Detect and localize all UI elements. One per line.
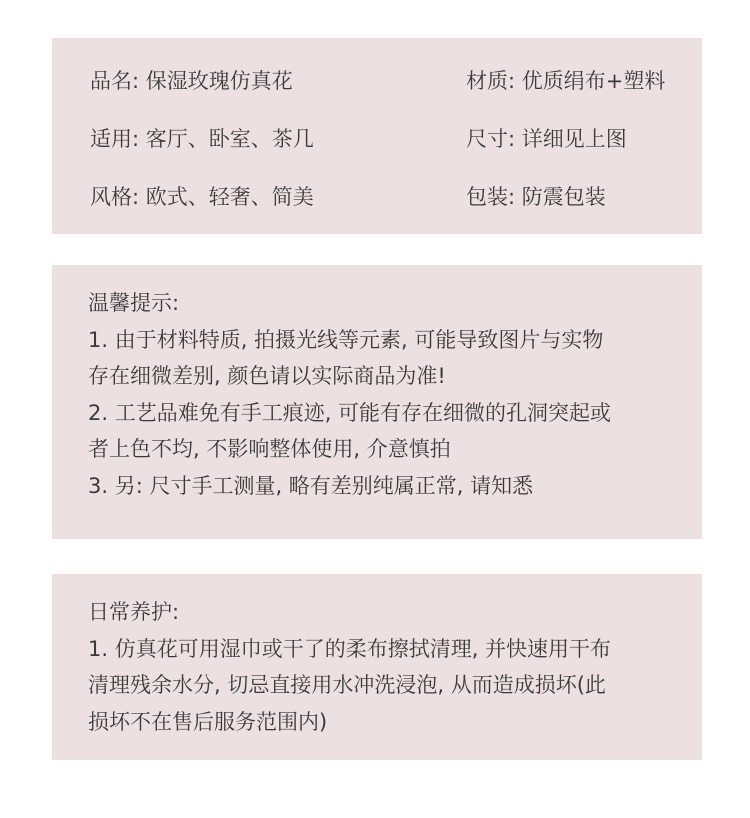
spec-row (90, 66, 682, 96)
care-text (88, 594, 672, 740)
spec-row (90, 124, 682, 154)
spec-usage: 适用: 客厅、卧室、茶几 (90, 127, 314, 151)
notice-line: 2. 工艺品难免有手工痕迹, 可能有存在细微的孔洞突起或 (88, 400, 612, 425)
spec-packaging: 包装: 防震包装 (466, 185, 606, 209)
care-title: 日常养护: (88, 600, 180, 624)
notice-line: 1. 由于材料特质, 拍摄光线等元素, 可能导致图片与实物 (88, 327, 604, 352)
notice-title: 温馨提示: (88, 291, 180, 315)
care-card (52, 574, 702, 760)
spec-style: 风格: 欧式、轻奢、简美 (90, 185, 314, 209)
product-specs-card (52, 38, 702, 234)
spec-size: 尺寸: 详细见上图 (466, 127, 627, 151)
spec-material: 材质: 优质绢布+塑料 (466, 69, 666, 93)
care-line: 损坏不在售后服务范围内) (88, 709, 328, 734)
notice-line: 3. 另: 尺寸手工测量, 略有差别纯属正常, 请知悉 (88, 473, 534, 498)
spec-name: 品名: 保湿玫瑰仿真花 (90, 69, 293, 93)
notice-text (88, 285, 672, 504)
spec-row (90, 182, 682, 212)
notice-card (52, 265, 702, 539)
notice-line: 者上色不均, 不影响整体使用, 介意慎拍 (88, 437, 451, 461)
care-line: 1. 仿真花可用湿巾或干了的柔布擦拭清理, 并快速用干布 (88, 636, 612, 661)
notice-line: 存在细微差别, 颜色请以实际商品为准! (88, 364, 446, 388)
care-line: 清理残余水分, 切忌直接用水冲洗浸泡, 从而造成损坏(此 (88, 673, 606, 697)
